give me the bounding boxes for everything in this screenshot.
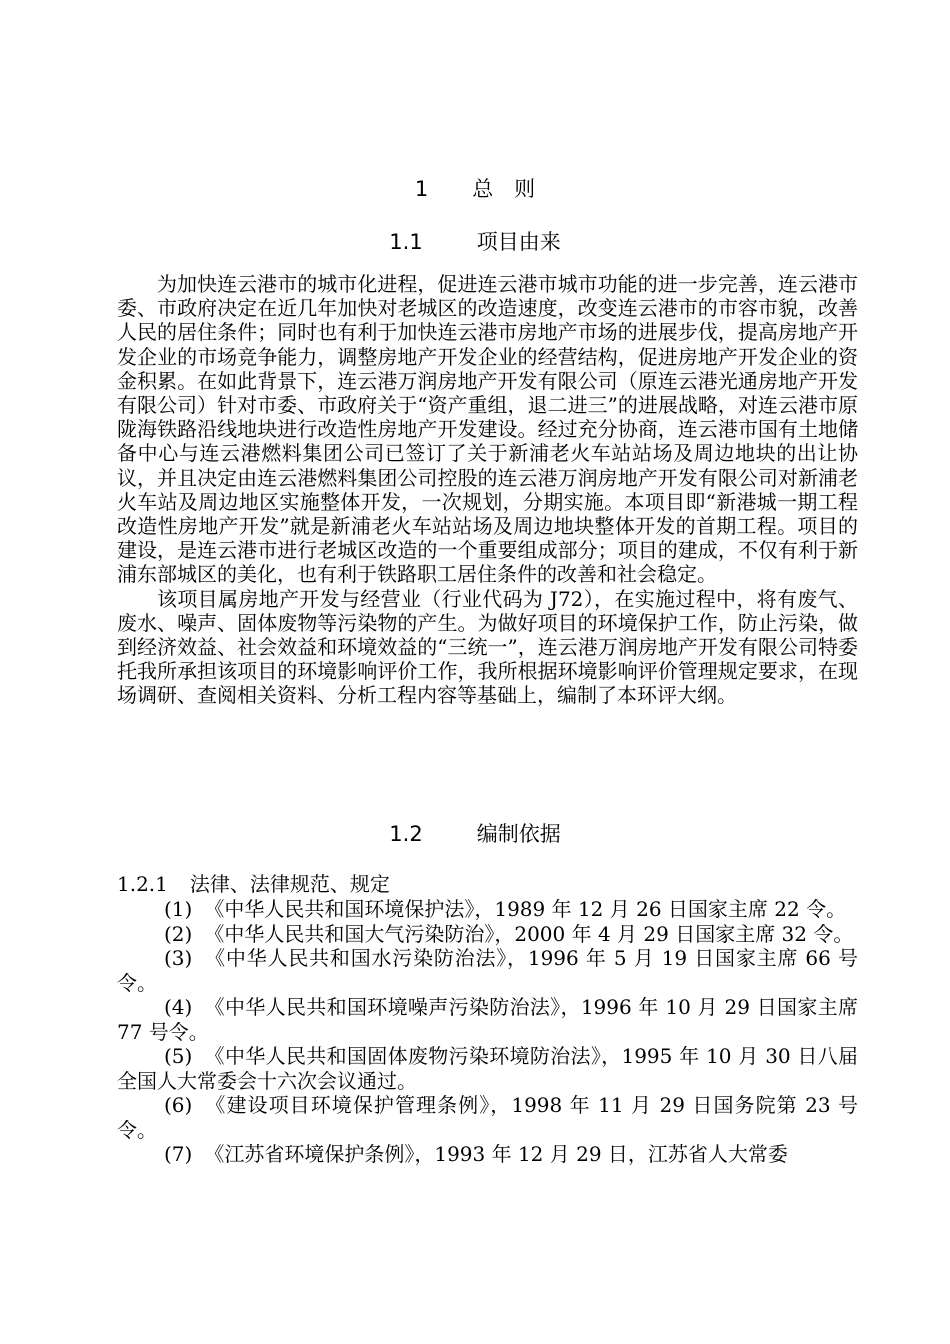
list-item-text: 《建设项目环境保护管理条例》，1998 年 11 月 29 日国务院第 23 号令。 [117,1093,858,1142]
section-number: 1.2 [389,822,423,846]
list-item-number: (7) [164,1142,193,1166]
section-title: 项目由来 [476,230,561,254]
list-item-text: 《江苏省环境保护条例》，1993 年 12 月 29 日，江苏省人大常委 [204,1142,788,1166]
list-item [117,1044,858,1093]
list-item-number: (5) [164,1044,193,1068]
list-item-number: (4) [164,995,193,1019]
subsection-heading [117,872,390,896]
list-item-text: 《中华人民共和国大气污染防治》，2000 年 4 月 29 日国家主席 32 令。 [204,921,854,946]
list-item [117,897,858,922]
reference-list [117,897,858,1167]
list-item [117,922,858,947]
chapter-heading [0,173,950,203]
paragraph-background: 为加快连云港市的城市化进程，促进连云港市城市功能的进一步完善，连云港市委、市政府决定在近几年加快对老城区的改造速度，改变连云港市的市容市貌，改善人民的居住条件；同时也有利于加快连云港市房地产市场的进展步伐，提高房地产开发企业的市场竞争能力，调整房地产开发企业的经营结构，促进房地产开发企业的资金积累。在如此背景下，连云港万润房地产开发有限公司（原连云港光通房地产开发有限公司）针对市委、市政府关于“资产重组，退二进三”的进展战略，对连云港市原陇海铁路沿线地块进行改造性房地产开发建设。经过充分协商，连云港市国有土地储备中心与连云港燃料集团公司已签订了关于新浦老火车站站场及周边地块的出让协议，并且决定由连云港燃料集团公司控股的连云港万润房地产开发有限公司对新浦老火车站及周边地区实施整体开发，一次规划，分期实施。本项目即“新港城一期工程改造性房地产开发”就是新浦老火车站站场及周边地块整体开发的首期工程。项目的建设，是连云港市进行老城区改造的一个重要组成部分；项目的建成，不仅有利于新浦东部城区的美化，也有利于铁路职工居住条件的改善和社会稳定。 [117,272,858,587]
list-item-number: (1) [164,897,193,921]
chapter-title: 总 则 [472,177,536,201]
paragraph-purpose: 该项目属房地产开发与经营业（行业代码为 J72），在实施过程中，将有废气、废水、噪声、固体废物等污染物的产生。为做好项目的环境保护工作，防止污染，做到经济效益、社会效益和环境效益的“三统一”，连云港万润房地产开发有限公司特委托我所承担该项目的环境影响评价工作，我所根据环境影响评价管理规定要求，在现场调研、查阅相关资料、分析工程内容等基础上，编制了本环评大纲。 [117,586,858,708]
list-item-text: 《中华人民共和国环境保护法》，1989 年 12 月 26 日国家主席 22 令。 [204,897,847,921]
body-text [117,272,858,708]
list-item-number: (6) [164,1093,193,1117]
list-item-text: 《中华人民共和国固体废物污染环境防治法》，1995 年 10 月 30 日八届全国人大常委会十六次会议通过。 [117,1044,858,1093]
list-item-text: 《中华人民共和国水污染防治法》，1996 年 5 月 19 日国家主席 66 号令。 [117,946,858,995]
list-item-number: (2) [164,921,193,946]
subsection-number: 1.2.1 [117,872,168,896]
list-item-text: 《中华人民共和国环境噪声污染防治法》，1996 年 10 月 29 日国家主席 77 号令。 [117,995,858,1044]
section-heading-1-1 [0,226,950,256]
section-title: 编制依据 [476,822,561,846]
list-item-number: (3) [164,946,193,970]
subsection-title: 法律、法律规范、规定 [189,872,390,896]
list-item [117,995,858,1044]
list-item [117,1142,858,1167]
chapter-number: 1 [414,177,429,201]
list-item [117,1093,858,1142]
list-item [117,946,858,995]
section-number: 1.1 [389,230,423,254]
section-heading-1-2 [0,818,950,848]
